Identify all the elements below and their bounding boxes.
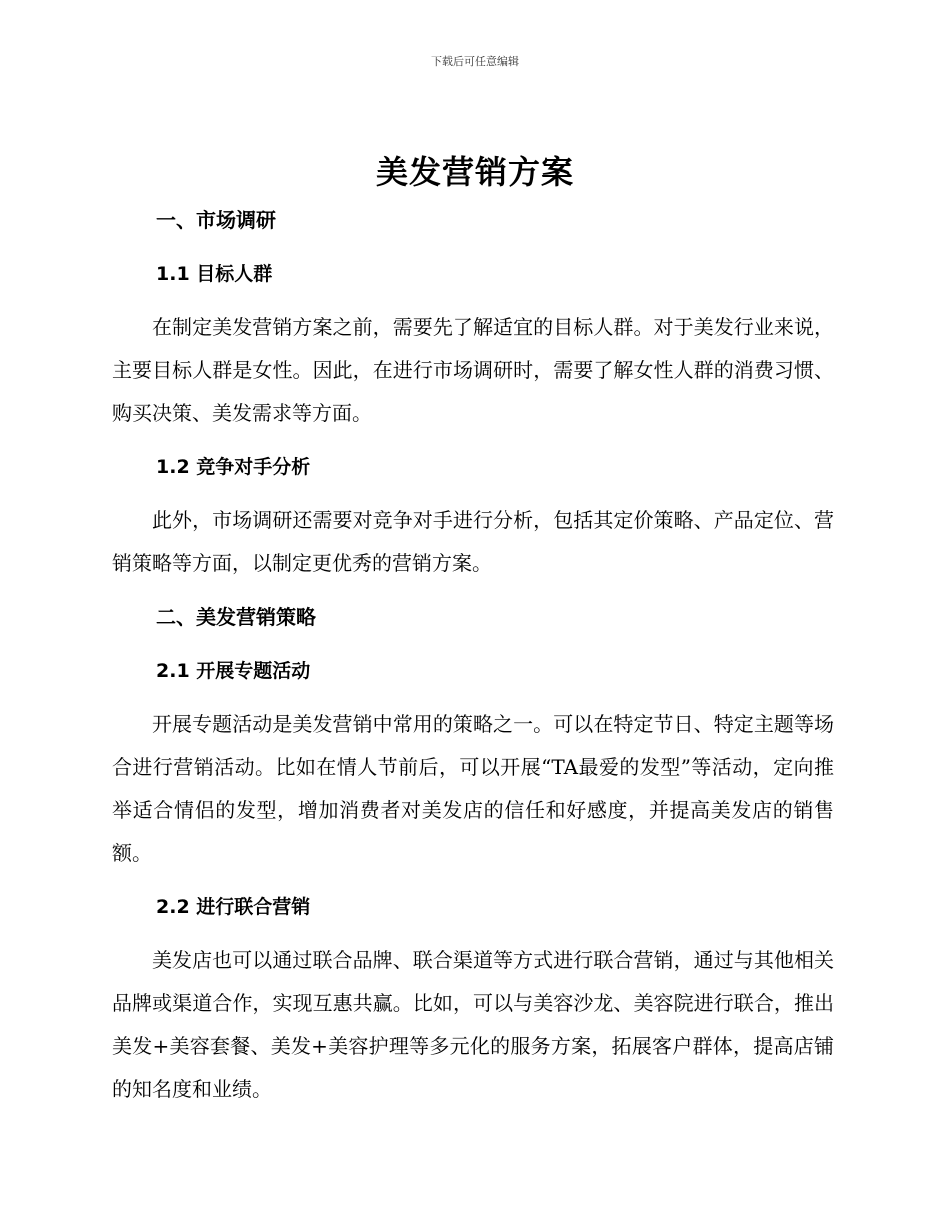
document-title: 美发营销方案 bbox=[375, 153, 574, 191]
paragraph-themed-events: 开展专题活动是美发营销中常用的策略之一。可以在特定节日、特定主题等场合进行营销活动。比如在情人节前后，可以开展“TA最爱的发型”等活动，定向推举适合情侣的发型，增加消费者对美发店的信任和好感度，并提高美发店的销售额。 bbox=[112, 712, 834, 865]
subsection-heading-themed-events: 2.1 开展专题活动 bbox=[156, 660, 311, 682]
page-header: 下载后可任意编辑 bbox=[431, 55, 519, 68]
paragraph-competitor-analysis: 此外，市场调研还需要对竞争对手进行分析，包括其定价策略、产品定位、营销策略等方面，以制定更优秀的营销方案。 bbox=[112, 508, 834, 575]
section-heading-market-research: 一、市场调研 bbox=[156, 208, 276, 232]
paragraph-joint-marketing: 美发店也可以通过联合品牌、联合渠道等方式进行联合营销，通过与其他相关品牌或渠道合作，实现互惠共赢。比如，可以与美容沙龙、美容院进行联合，推出美发+美容套餐、美发+美容护理等多元化的服务方案，拓展客户群体，提高店铺的知名度和业绩。 bbox=[112, 948, 834, 1101]
subsection-heading-competitor-analysis: 1.2 竞争对手分析 bbox=[156, 456, 311, 478]
document-body bbox=[112, 198, 834, 1111]
subsection-heading-target-audience: 1.1 目标人群 bbox=[156, 263, 273, 285]
section-heading-marketing-strategy: 二、美发营销策略 bbox=[156, 605, 316, 629]
paragraph-target-audience: 在制定美发营销方案之前，需要先了解适宜的目标人群。对于美发行业来说，主要目标人群是女性。因此，在进行市场调研时，需要了解女性人群的消费习惯、购买决策、美发需求等方面。 bbox=[112, 315, 834, 425]
subsection-heading-joint-marketing: 2.2 进行联合营销 bbox=[156, 896, 311, 918]
